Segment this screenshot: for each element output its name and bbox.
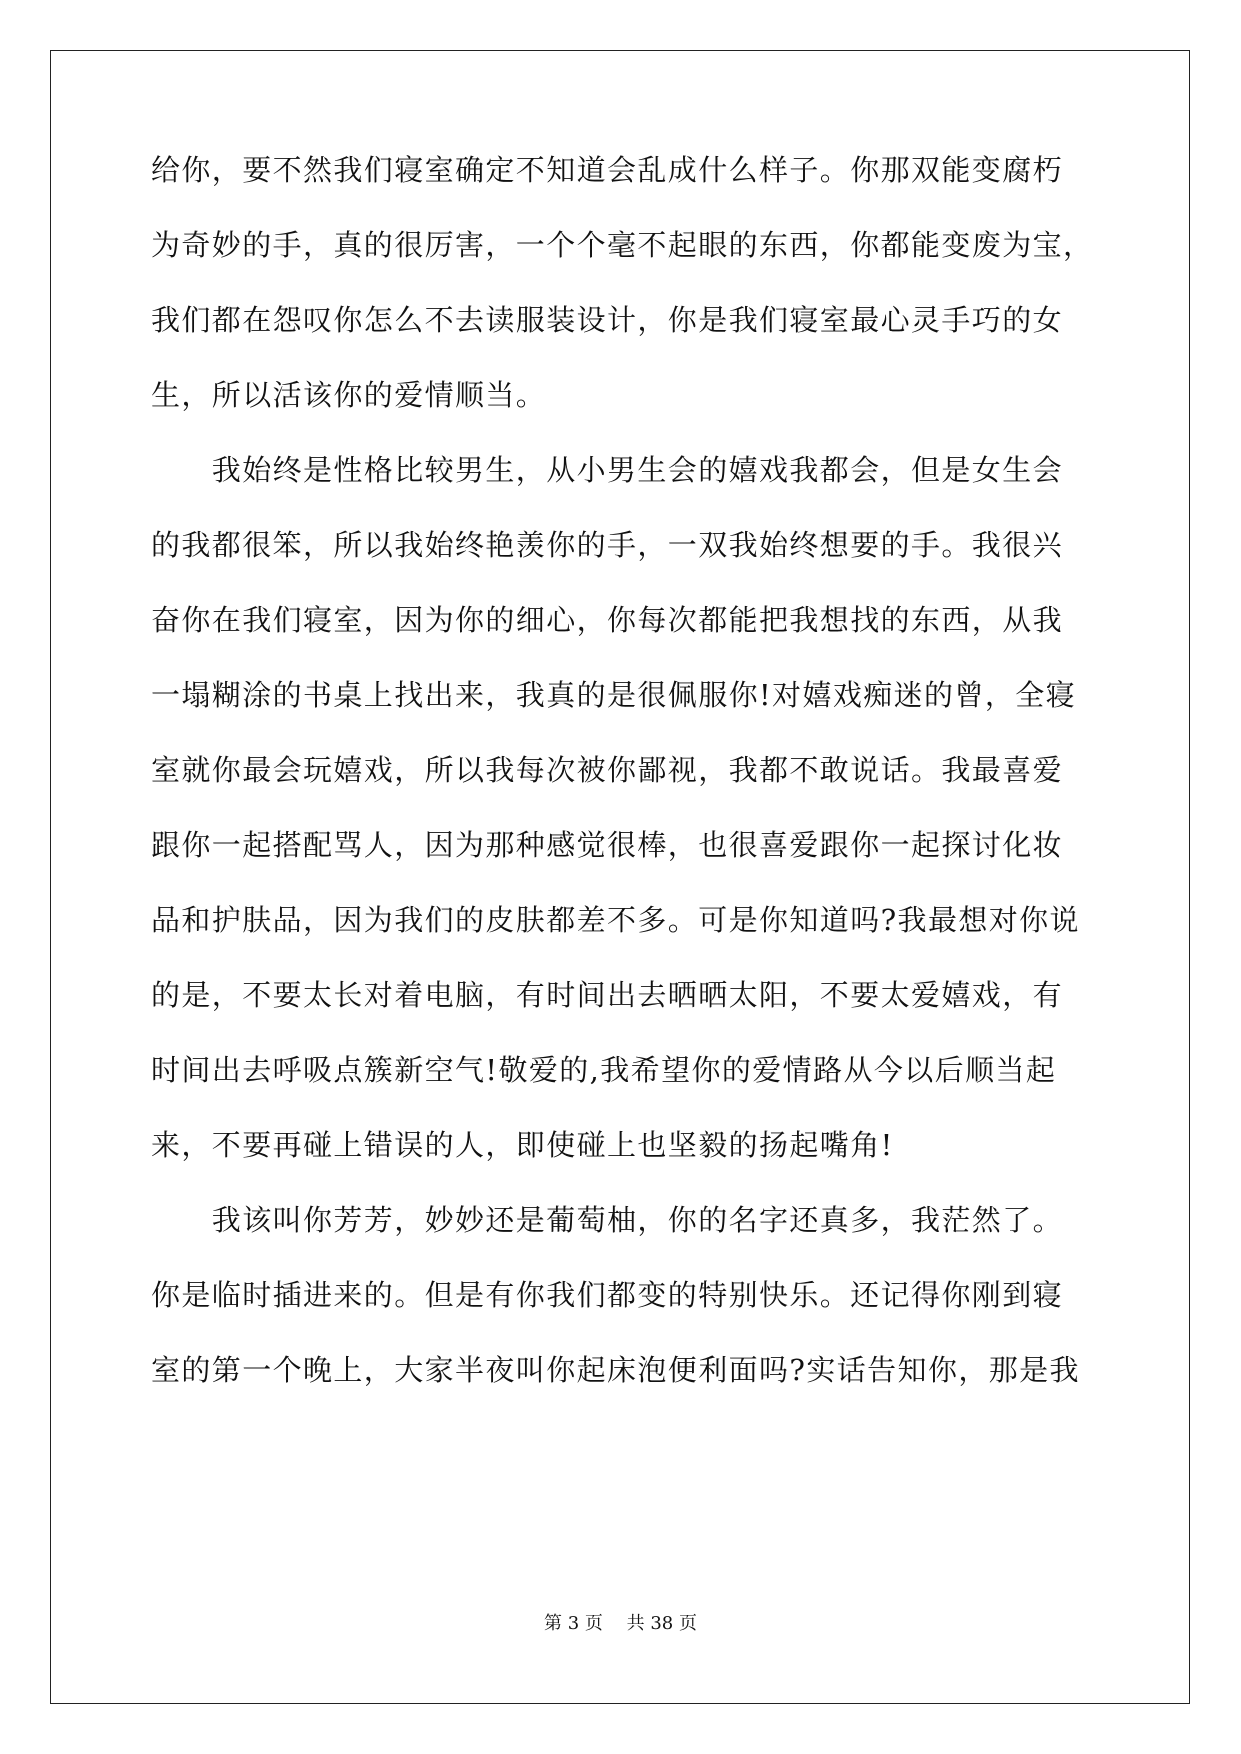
- text-line: 品和护肤品，因为我们的皮肤都差不多。可是你知道吗?我最想对你说: [151, 903, 1080, 937]
- text-line: 奋你在我们寝室，因为你的细心，你每次都能把我想找的东西，从我: [151, 603, 1064, 637]
- text-line: 为奇妙的手，真的很厉害，一个个毫不起眼的东西，你都能变废为宝，: [151, 228, 1094, 262]
- text-line: 室就你最会玩嬉戏，所以我每次被你鄙视，我都不敢说话。我最喜爱: [151, 753, 1064, 787]
- text-line: 我该叫你芳芳，妙妙还是葡萄柚，你的名字还真多，我茫然了。: [151, 1203, 1064, 1237]
- text-line: 我始终是性格比较男生，从小男生会的嬉戏我都会，但是女生会: [151, 453, 1064, 487]
- page-number-footer: 第 3 页 共 38 页: [544, 1613, 697, 1634]
- text-line: 生，所以活该你的爱情顺当。: [151, 378, 547, 412]
- text-line: 你是临时插进来的。但是有你我们都变的特别快乐。还记得你刚到寝: [151, 1278, 1064, 1312]
- text-line: 来，不要再碰上错误的人，即使碰上也坚毅的扬起嘴角!: [151, 1128, 894, 1162]
- text-line: 的我都很笨，所以我始终艳羡你的手，一双我始终想要的手。我很兴: [151, 528, 1064, 562]
- text-line: 室的第一个晚上，大家半夜叫你起床泡便利面吗?实话告知你，那是我: [151, 1353, 1080, 1387]
- text-line: 跟你一起搭配骂人，因为那种感觉很棒，也很喜爱跟你一起探讨化妆: [151, 828, 1064, 862]
- text-line: 一塌糊涂的书桌上找出来，我真的是很佩服你!对嬉戏痴迷的曾，全寝: [151, 678, 1077, 712]
- text-line: 的是，不要太长对着电脑，有时间出去晒晒太阳，不要太爱嬉戏，有: [151, 978, 1064, 1012]
- text-line: 给你，要不然我们寝室确定不知道会乱成什么样子。你那双能变腐朽: [151, 153, 1064, 187]
- page-border: [50, 50, 1190, 1704]
- text-line: 我们都在怨叹你怎么不去读服装设计，你是我们寝室最心灵手巧的女: [151, 303, 1064, 337]
- text-line: 时间出去呼吸点簇新空气!敬爱的,我希望你的爱情路从今以后顺当起: [151, 1053, 1057, 1087]
